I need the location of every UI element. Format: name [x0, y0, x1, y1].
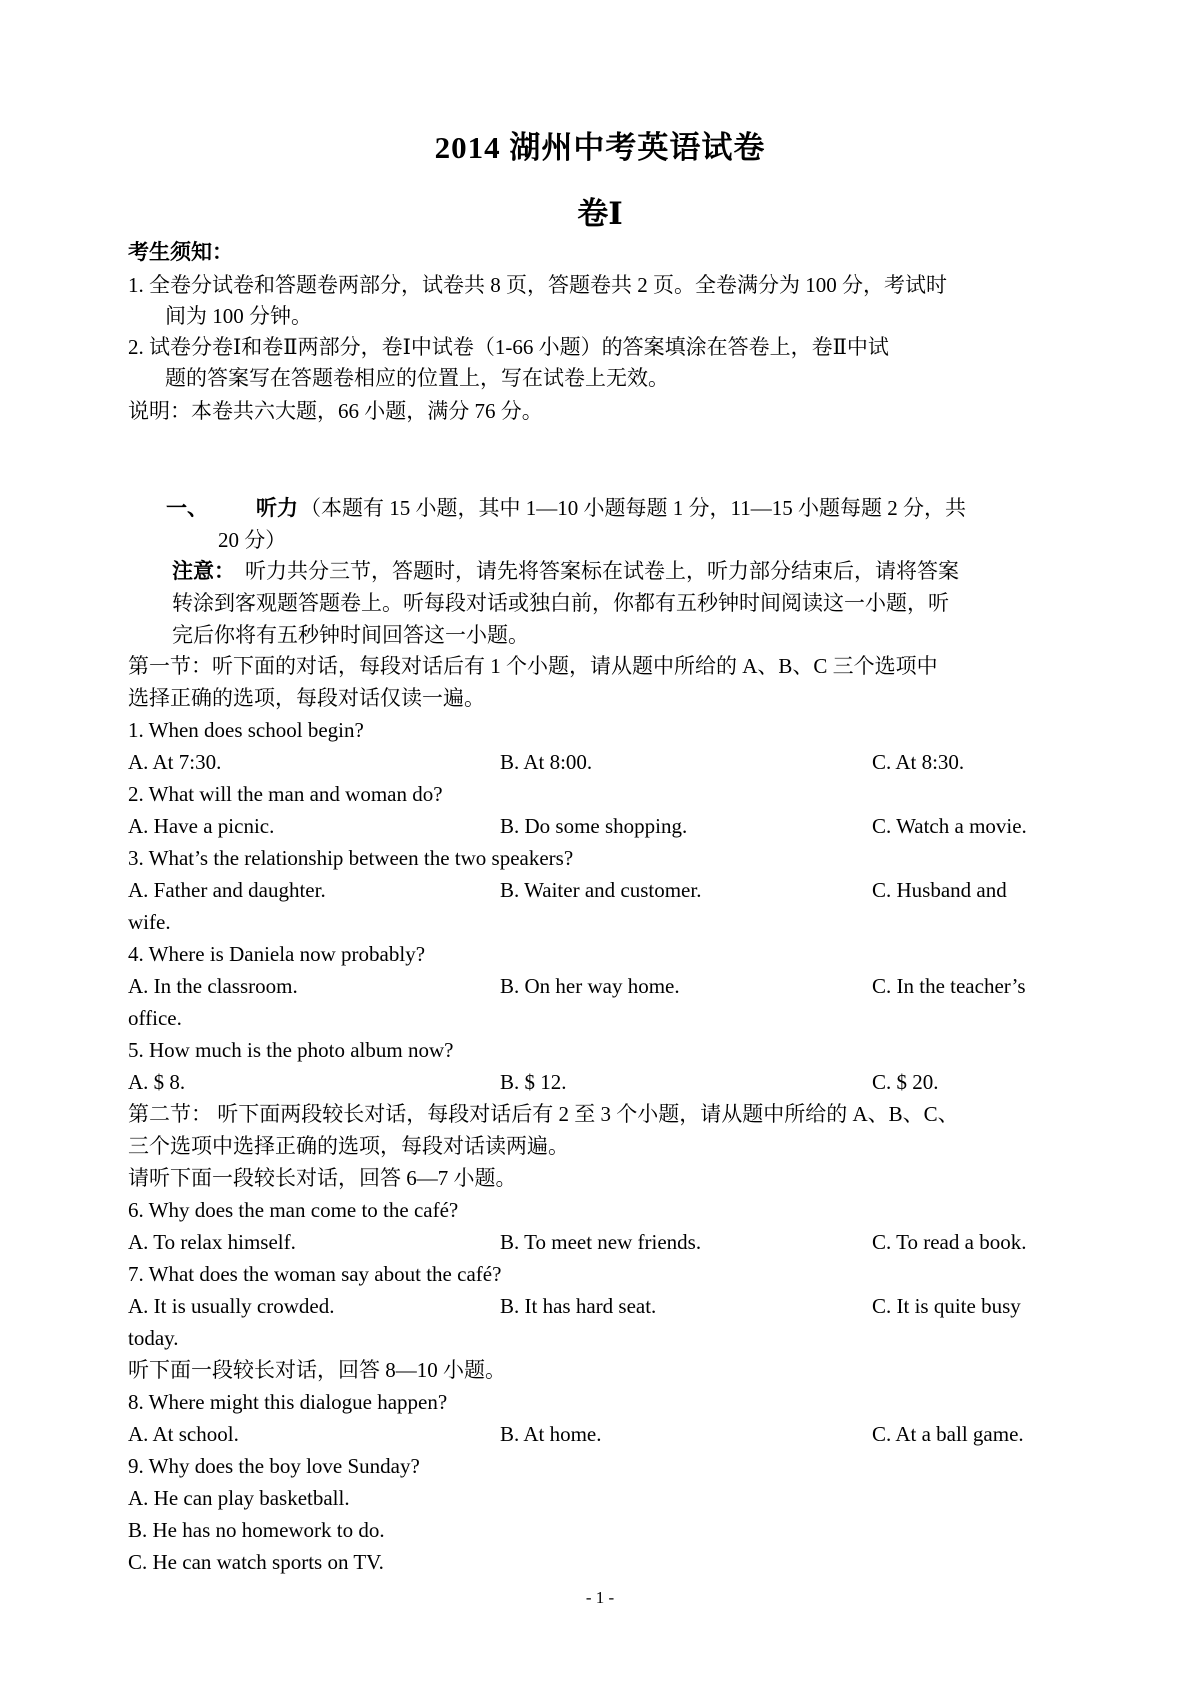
- notice-item-2: 2. 试卷分卷Ⅰ和卷Ⅱ两部分，卷Ⅰ中试卷（1-66 小题）的答案填涂在答卷上，卷Ⅱ中试: [128, 335, 889, 359]
- q6-option-a: A. To relax himself.: [128, 1230, 296, 1254]
- q5-option-a: A. $ 8.: [128, 1070, 186, 1094]
- q4-option-b: B. On her way home.: [500, 974, 680, 998]
- q2-option-b: B. Do some shopping.: [500, 814, 688, 838]
- q7-option-c: C. It is quite busy: [872, 1294, 1021, 1318]
- note-line-2: 转涂到客观题答题卷上。听每段对话或独白前，你都有五秒钟时间阅读这一小题，听: [172, 591, 949, 615]
- notice-explain: 说明：本卷共六大题，66 小题，满分 76 分。: [128, 399, 543, 423]
- section-desc: （本题有 15 小题，其中 1—10 小题每题 1 分，11—15 小题每题 2 分，共: [300, 496, 966, 520]
- question-2: 2. What will the man and woman do?: [128, 782, 443, 806]
- q9-option-c: C. He can watch sports on TV.: [128, 1550, 384, 1574]
- q4-option-a: A. In the classroom.: [128, 974, 298, 998]
- q3-option-b: B. Waiter and customer.: [500, 878, 702, 902]
- question-4: 4. Where is Daniela now probably?: [128, 942, 426, 966]
- question-9: 9. Why does the boy love Sunday?: [128, 1454, 420, 1478]
- q7-option-c-wrap: today.: [128, 1326, 179, 1350]
- note-label: 注意：: [172, 559, 235, 583]
- q1-option-a: A. At 7:30.: [128, 750, 222, 774]
- q3-option-a: A. Father and daughter.: [128, 878, 326, 902]
- q5-option-b: B. $ 12.: [500, 1070, 567, 1094]
- q9-option-b: B. He has no homework to do.: [128, 1518, 385, 1542]
- part2-intro-cont: 三个选项中选择正确的选项，每段对话读两遍。: [128, 1134, 569, 1158]
- q4-option-c: C. In the teacher’s: [872, 974, 1026, 998]
- page-number: - 1 -: [585, 1588, 615, 1607]
- part1-intro: 第一节：听下面的对话，每段对话后有 1 个小题，请从题中所给的 A、B、C 三个选项中: [128, 654, 938, 678]
- q7-option-a: A. It is usually crowded.: [128, 1294, 335, 1318]
- note-line-1: 听力共分三节，答题时，请先将答案标在试卷上，听力部分结束后，请将答案: [245, 559, 959, 583]
- page-title: 2014 湖州中考英语试卷: [434, 130, 766, 165]
- notice-item-2-cont: 题的答案写在答题卷相应的位置上，写在试卷上无效。: [165, 366, 669, 390]
- question-5: 5. How much is the photo album now?: [128, 1038, 454, 1062]
- q6-option-b: B. To meet new friends.: [500, 1230, 702, 1254]
- q6-option-c: C. To read a book.: [872, 1230, 1027, 1254]
- note-line-3: 完后你将有五秒钟时间回答这一小题。: [172, 623, 529, 647]
- q8-option-a: A. At school.: [128, 1422, 239, 1446]
- dialog2-instruction: 听下面一段较长对话，回答 8—10 小题。: [128, 1358, 506, 1382]
- q3-option-c-wrap: wife.: [128, 910, 171, 934]
- section-desc-cont: 20 分）: [218, 528, 287, 552]
- question-1: 1. When does school begin?: [128, 718, 364, 742]
- part1-intro-cont: 选择正确的选项，每段对话仅读一遍。: [128, 686, 485, 710]
- notice-item-1: 1. 全卷分试卷和答题卷两部分，试卷共 8 页，答题卷共 2 页。全卷满分为 100 分，考试时: [128, 273, 947, 297]
- part2-intro: 第二节： 听下面两段较长对话，每段对话后有 2 至 3 个小题，请从题中所给的 A、B、C、: [128, 1102, 959, 1126]
- question-6: 6. Why does the man come to the café?: [128, 1198, 459, 1222]
- question-3: 3. What’s the relationship between the two speakers?: [128, 846, 574, 870]
- q2-option-c: C. Watch a movie.: [872, 814, 1027, 838]
- question-7: 7. What does the woman say about the café?: [128, 1262, 502, 1286]
- q2-option-a: A. Have a picnic.: [128, 814, 275, 838]
- q9-option-a: A. He can play basketball.: [128, 1486, 350, 1510]
- q8-option-b: B. At home.: [500, 1422, 602, 1446]
- section-name: 听力: [256, 496, 298, 520]
- q5-option-c: C. $ 20.: [872, 1070, 939, 1094]
- q4-option-c-wrap: office.: [128, 1006, 182, 1030]
- q1-option-c: C. At 8:30.: [872, 750, 965, 774]
- notice-heading: 考生须知：: [128, 240, 233, 264]
- notice-item-1-cont: 间为 100 分钟。: [165, 304, 312, 328]
- q1-option-b: B. At 8:00.: [500, 750, 593, 774]
- q8-option-c: C. At a ball game.: [872, 1422, 1024, 1446]
- section-number: 一、: [166, 496, 208, 520]
- question-8: 8. Where might this dialogue happen?: [128, 1390, 448, 1414]
- q7-option-b: B. It has hard seat.: [500, 1294, 657, 1318]
- dialog1-instruction: 请听下面一段较长对话，回答 6—7 小题。: [128, 1166, 517, 1190]
- q3-option-c: C. Husband and: [872, 878, 1007, 902]
- paper-subtitle: 卷Ⅰ: [577, 196, 623, 231]
